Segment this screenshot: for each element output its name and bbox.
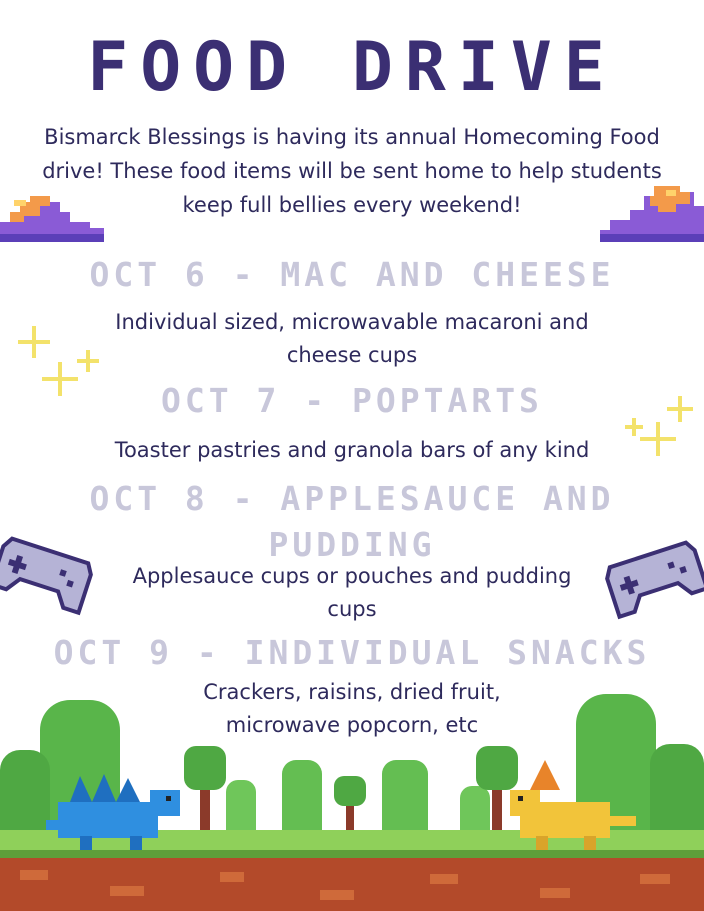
description-oct-9: Crackers, raisins, dried fruit, microwave popcorn, etc bbox=[203, 680, 501, 737]
intro-text: Bismarck Blessings is having its annual Homecoming Food drive! These food items will be sent home to help students keep full bellies every weekend! bbox=[42, 125, 662, 217]
page-title: FOOD DRIVE bbox=[87, 28, 617, 107]
heading-oct-8: OCT 8 - APPLESAUCE AND PUDDING bbox=[89, 479, 615, 564]
heading-oct-7: OCT 7 - POPTARTS bbox=[161, 381, 543, 420]
heading-oct-6: OCT 6 - MAC AND CHEESE bbox=[89, 255, 615, 294]
heading-oct-9: OCT 9 - INDIVIDUAL SNACKS bbox=[53, 633, 651, 672]
description-oct-7: Toaster pastries and granola bars of any kind bbox=[114, 438, 590, 462]
description-oct-6: Individual sized, microwavable macaroni and cheese cups bbox=[115, 310, 589, 367]
description-oct-8: Applesauce cups or pouches and pudding cups bbox=[132, 564, 572, 621]
